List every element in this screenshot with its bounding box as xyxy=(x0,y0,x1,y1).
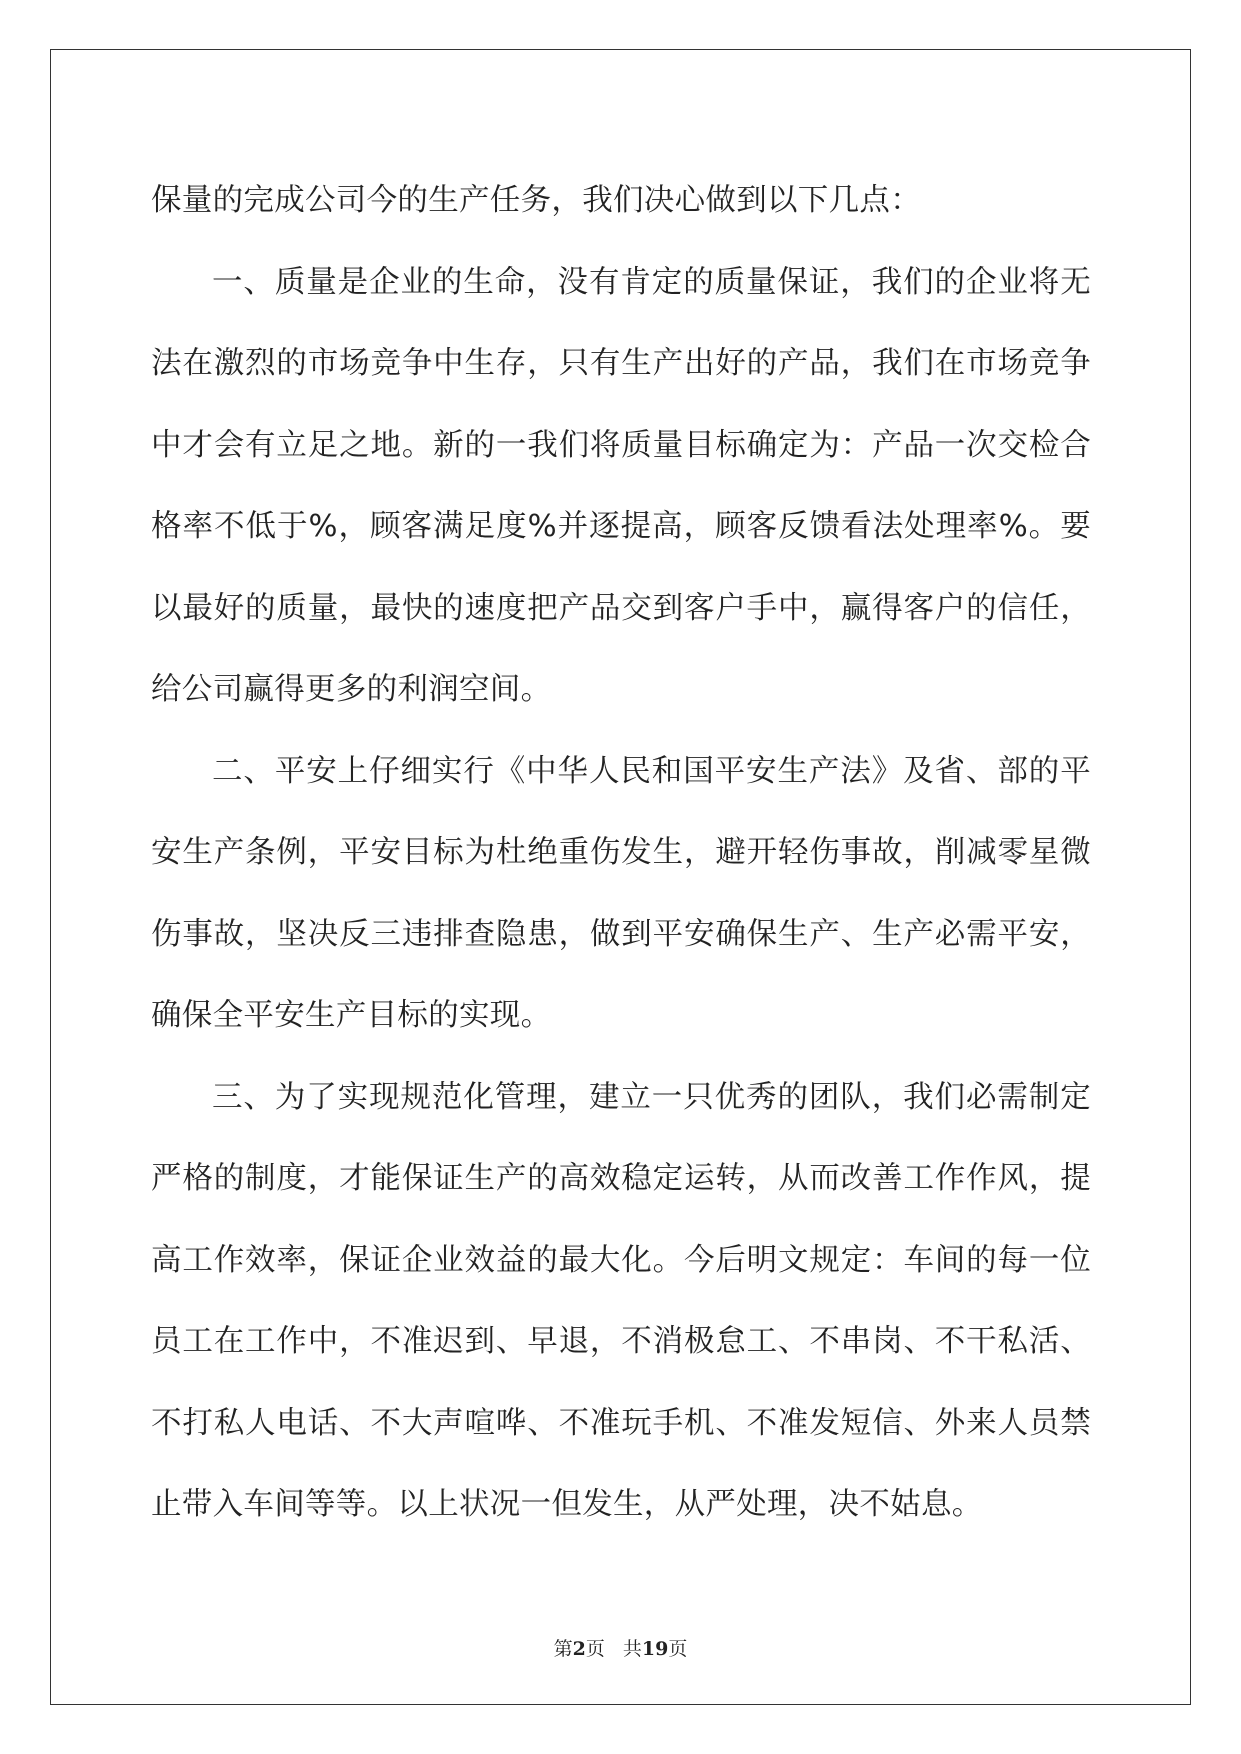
page-suffix: 页 xyxy=(585,1638,605,1660)
total-prefix: 共 xyxy=(622,1638,642,1660)
paragraph-intro: 保量的完成公司今的生产任务，我们决心做到以下几点： xyxy=(151,183,921,218)
page-footer xyxy=(0,1634,1241,1661)
page-number: 2 xyxy=(572,1638,586,1660)
paragraph-management: 三、为了实现规范化管理，建立一只优秀的团队，我们必需制定严格的制度，才能保证生产的高效稳定运转，从而改善工作作风，提高工作效率，保证企业效益的最大化。今后明文规定：车间的每一位员工在工作中，不准迟到、早退，不消极怠工、不串岗、不干私活、不打私人电话、不大声喧哗、不准玩手机、不准发短信、外来人员禁止带入车间等等。以上状况一但发生，从严处理，决不姑息。 xyxy=(151,1079,1091,1522)
page-prefix: 第 xyxy=(553,1638,573,1660)
total-pages: 19 xyxy=(641,1638,669,1660)
document-body xyxy=(151,160,1091,1546)
total-suffix: 页 xyxy=(668,1638,688,1660)
paragraph-quality: 一、质量是企业的生命，没有肯定的质量保证，我们的企业将无法在激烈的市场竞争中生存，只有生产出好的产品，我们在市场竞争中才会有立足之地。新的一我们将质量目标确定为：产品一次交检合格率不低于%，顾客满足度%并逐提高，顾客反馈看法处理率%。要以最好的质量，最快的速度把产品交到客户手中，赢得客户的信任，给公司赢得更多的利润空间。 xyxy=(151,264,1091,707)
paragraph-safety: 二、平安上仔细实行《中华人民和国平安生产法》及省、部的平安生产条例，平安目标为杜绝重伤发生，避开轻伤事故，削减零星微伤事故，坚决反三违排查隐患，做到平安确保生产、生产必需平安，确保全平安生产目标的实现。 xyxy=(151,753,1091,1033)
